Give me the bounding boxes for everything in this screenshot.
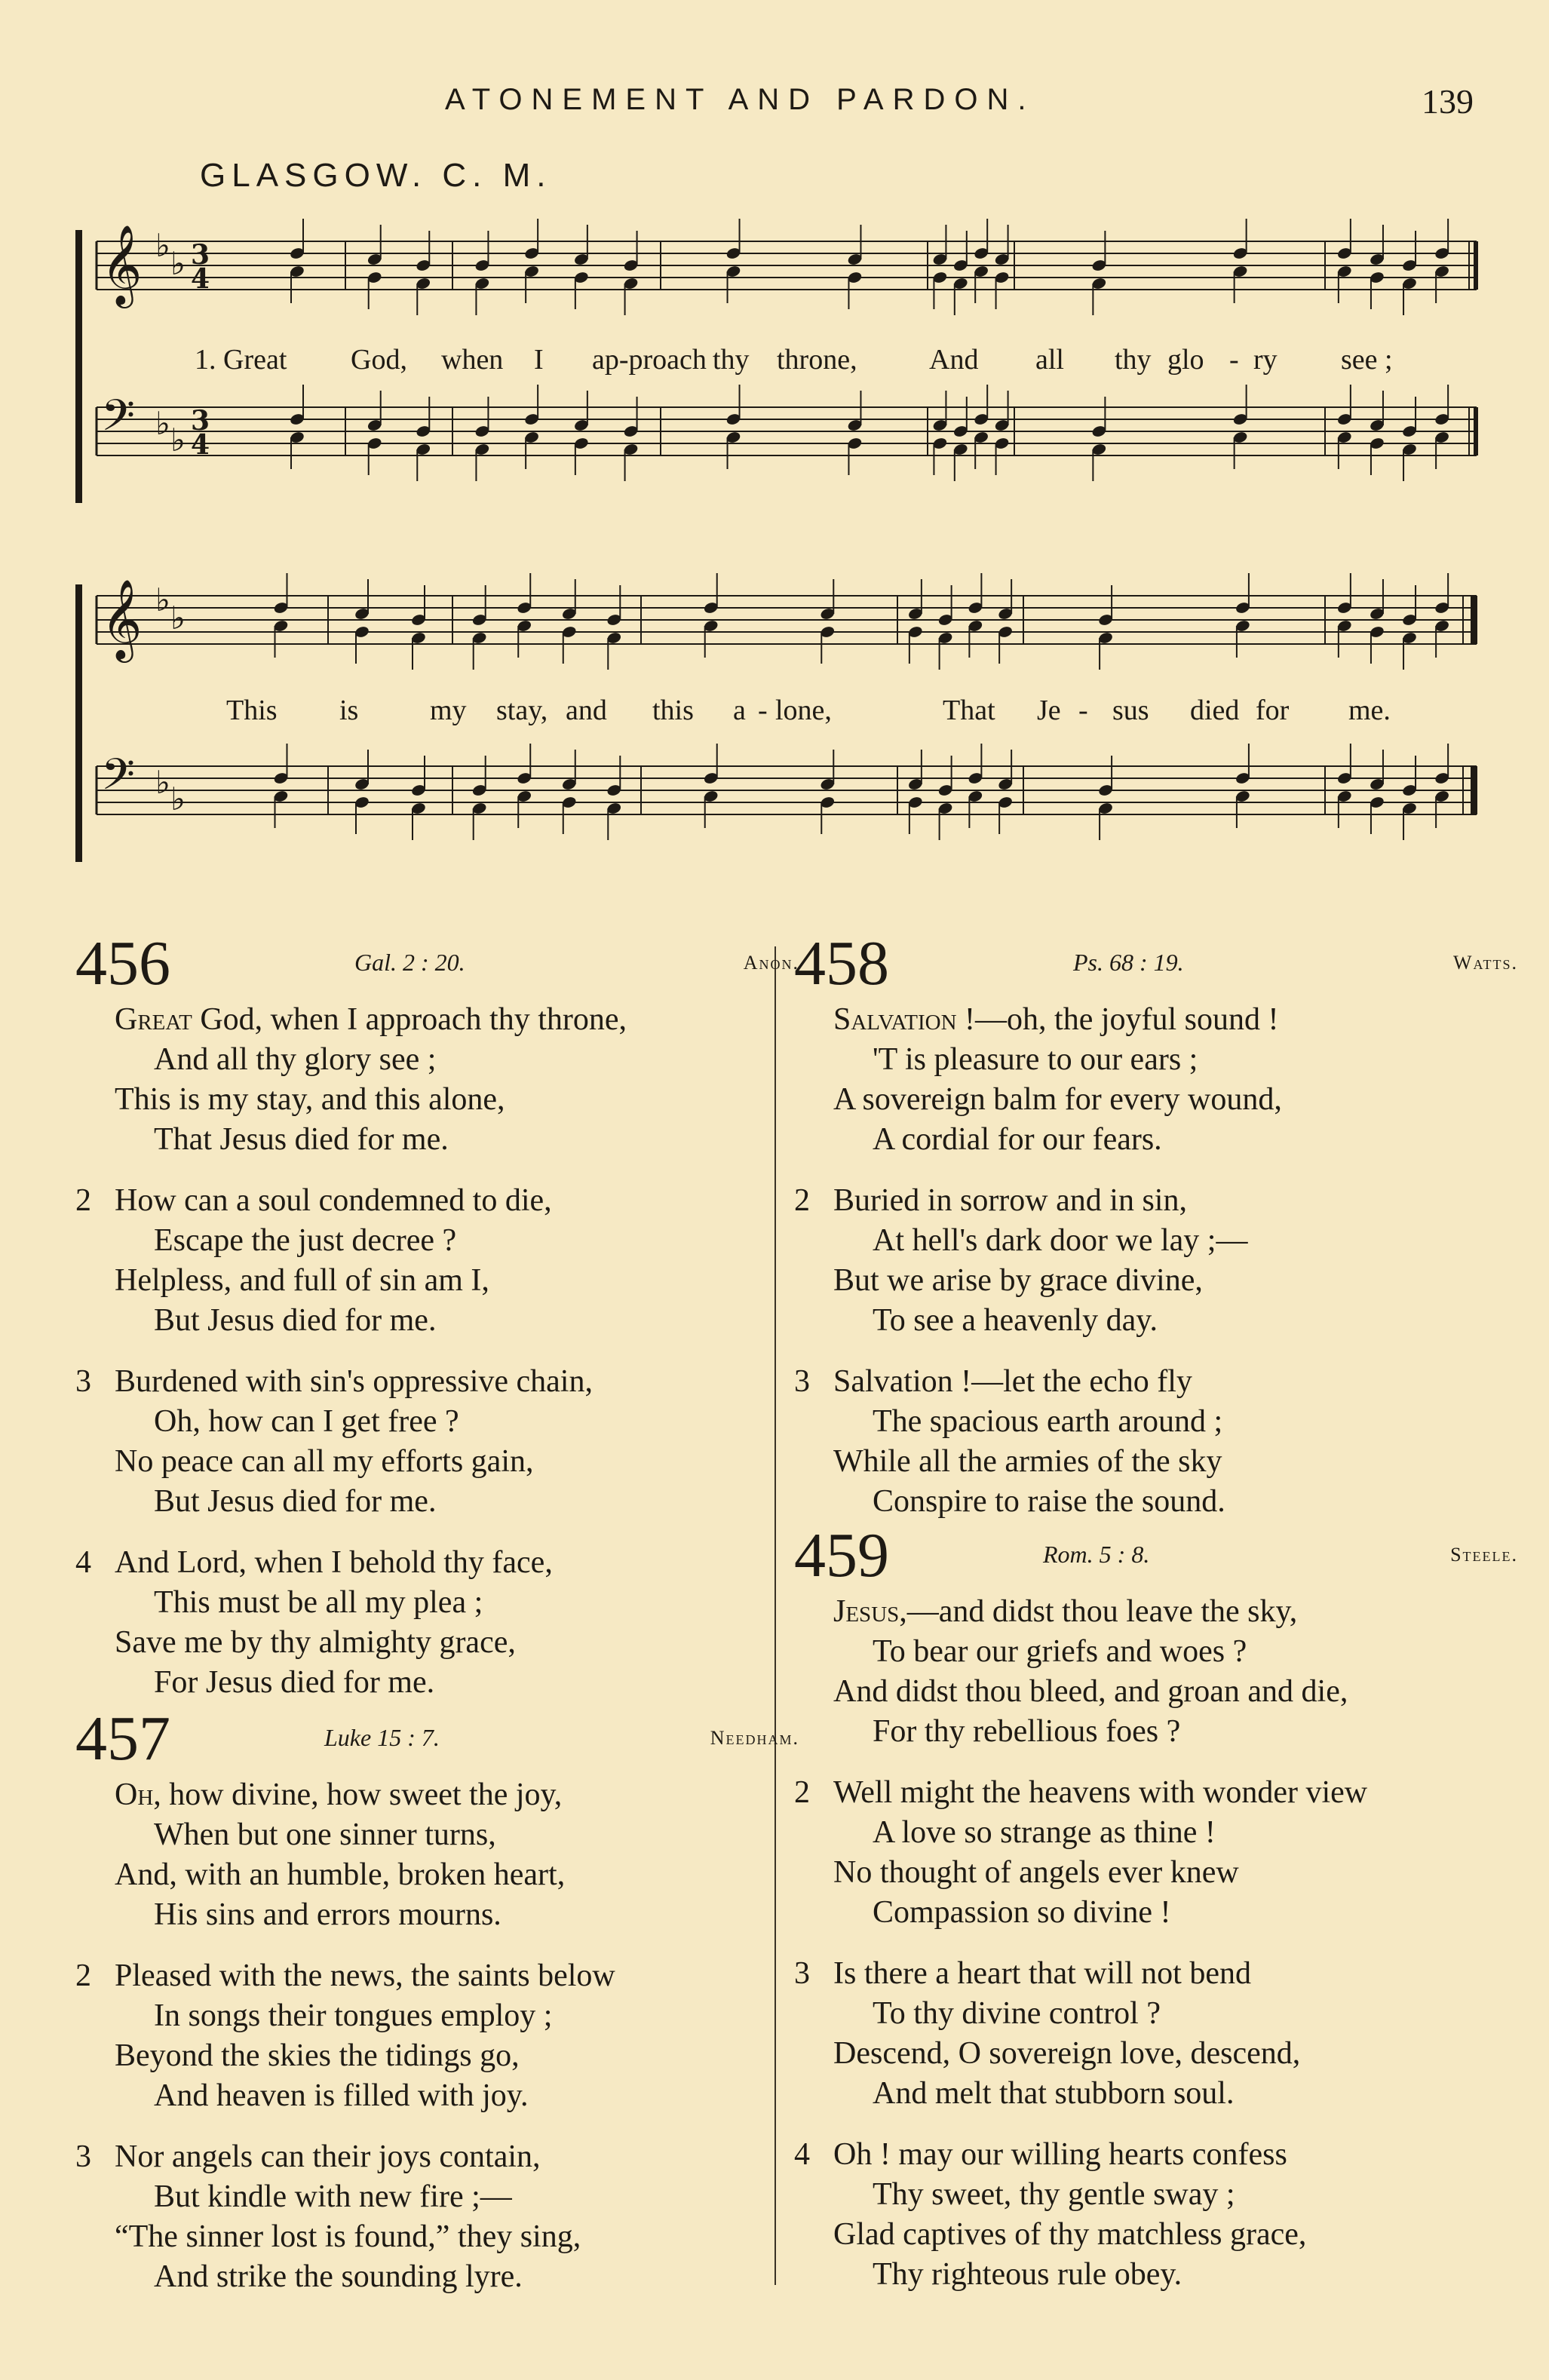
flat-sign: ♭ bbox=[155, 227, 170, 264]
hymn-457 bbox=[75, 1704, 799, 2318]
page-number: 139 bbox=[1422, 82, 1474, 121]
verse-text: Buried in sorrow and in sin, bbox=[833, 1183, 1187, 1218]
hymn-author: Steele. bbox=[1450, 1544, 1518, 1566]
hymn-header bbox=[794, 928, 1518, 1000]
stanza bbox=[75, 1543, 799, 1703]
verse-line bbox=[833, 1712, 1518, 1752]
verse-text: Escape the just decree ? bbox=[154, 1223, 457, 1258]
verse-lead-word: Salvation bbox=[833, 1002, 957, 1037]
lyric-word: all bbox=[1035, 344, 1064, 376]
verse-text: Burdened with sin's oppressive chain, bbox=[115, 1364, 593, 1399]
verse-line bbox=[115, 1663, 799, 1703]
lyric-word: And bbox=[929, 344, 979, 376]
time-signature-bottom: 4 bbox=[191, 263, 210, 295]
verse-text: !—oh, the joyful sound ! bbox=[956, 1002, 1279, 1037]
music-score bbox=[0, 0, 1549, 905]
verse-number: 3 bbox=[75, 1364, 91, 1399]
flat-sign: ♭ bbox=[155, 764, 170, 801]
lyric-word: lone, bbox=[775, 695, 832, 726]
verse-text: For thy rebellious foes ? bbox=[873, 1714, 1181, 1749]
verse-text: No peace can all my efforts gain, bbox=[115, 1444, 534, 1479]
verse-line bbox=[115, 2217, 799, 2257]
verse-line bbox=[833, 1040, 1518, 1080]
lyric-word: this bbox=[652, 695, 694, 726]
verse-text: Oh ! may our willing hearts confess bbox=[833, 2137, 1287, 2172]
time-signature-bottom: 4 bbox=[191, 429, 210, 461]
verse-line bbox=[115, 1080, 799, 1120]
verse-text: For Jesus died for me. bbox=[154, 1665, 435, 1700]
lyric-word: is bbox=[339, 695, 359, 726]
verse-text: Well might the heavens with wonder view bbox=[833, 1775, 1368, 1810]
verse-lead-word: Oh, bbox=[115, 1777, 161, 1812]
verse-text: No thought of angels ever knew bbox=[833, 1855, 1239, 1890]
verse-text: And heaven is filled with joy. bbox=[154, 2078, 529, 2113]
verse-line bbox=[833, 1120, 1518, 1160]
hymn-456 bbox=[75, 928, 799, 1724]
verse-line bbox=[115, 2177, 799, 2217]
verse-line bbox=[833, 1853, 1518, 1893]
stanza bbox=[833, 1000, 1518, 1160]
verse-text: And, with an humble, broken heart, bbox=[115, 1857, 566, 1892]
verse-line bbox=[115, 1583, 799, 1623]
verse-line bbox=[115, 1120, 799, 1160]
lyric-word: for bbox=[1256, 695, 1290, 726]
flat-sign: ♭ bbox=[170, 245, 186, 282]
verse-number: 2 bbox=[794, 1775, 810, 1810]
verse-text: Salvation !—let the echo fly bbox=[833, 1364, 1192, 1399]
lyric-word: my bbox=[430, 695, 467, 726]
verse-line bbox=[115, 1181, 799, 1221]
verse-line bbox=[833, 1672, 1518, 1712]
verse-text: Thy sweet, thy gentle sway ; bbox=[873, 2177, 1235, 2212]
stanza bbox=[75, 1181, 799, 1341]
hymn-header bbox=[75, 928, 799, 1000]
verse-text: A cordial for our fears. bbox=[873, 1122, 1162, 1157]
verse-number: 2 bbox=[75, 1183, 91, 1218]
verse-text: His sins and errors mourns. bbox=[154, 1897, 502, 1932]
verse-number: 3 bbox=[75, 2139, 91, 2174]
hymn-author: Anon. bbox=[743, 952, 799, 974]
verse-text: This is my stay, and this alone, bbox=[115, 1082, 505, 1117]
treble-clef: 𝄞 bbox=[101, 578, 143, 659]
verse-text: “The sinner lost is found,” they sing, bbox=[115, 2219, 581, 2254]
verse-line bbox=[833, 1994, 1518, 2034]
verse-line bbox=[833, 1773, 1518, 1813]
stanza bbox=[794, 1181, 1518, 1341]
lyric-word: Je bbox=[1037, 695, 1061, 726]
verse-line bbox=[115, 1775, 799, 1815]
stanza bbox=[75, 1956, 799, 2116]
verse-text: When but one sinner turns, bbox=[154, 1817, 496, 1852]
verse-text: To see a heavenly day. bbox=[873, 1303, 1158, 1338]
system-bracket bbox=[75, 230, 82, 503]
verse-line bbox=[833, 1301, 1518, 1341]
stanza bbox=[115, 1775, 799, 1935]
lyric-word: - bbox=[758, 695, 768, 726]
verse-text: But kindle with new fire ;— bbox=[154, 2179, 512, 2214]
end-bar-line bbox=[1474, 241, 1478, 290]
lyric-word: and bbox=[566, 695, 607, 726]
flat-sign: ♭ bbox=[170, 781, 186, 817]
verse-line bbox=[833, 2255, 1518, 2295]
lyric-word: I bbox=[534, 344, 544, 376]
hymn-number: 459 bbox=[794, 1520, 889, 1590]
lyric-word: 1. Great bbox=[195, 344, 287, 376]
verse-text: But Jesus died for me. bbox=[154, 1484, 437, 1519]
lyric-word: ry bbox=[1253, 344, 1278, 376]
verse-text: To bear our griefs and woes ? bbox=[873, 1634, 1247, 1669]
time-signature-top: 3 bbox=[191, 405, 210, 437]
verse-line bbox=[115, 1956, 799, 1996]
verse-number: 3 bbox=[794, 1364, 810, 1399]
verse-text: A love so strange as thine ! bbox=[873, 1815, 1216, 1850]
final-double-bar bbox=[1471, 596, 1477, 644]
hymn-header bbox=[75, 1704, 799, 1775]
time-signature-top: 3 bbox=[191, 239, 210, 271]
end-bar-line bbox=[1474, 407, 1478, 455]
verse-text: And didst thou bleed, and groan and die, bbox=[833, 1674, 1348, 1709]
verse-line bbox=[833, 1592, 1518, 1632]
lyric-word: thy bbox=[1115, 344, 1152, 376]
verse-text: Is there a heart that will not bend bbox=[833, 1956, 1251, 1991]
verse-text: To thy divine control ? bbox=[873, 1996, 1161, 2031]
verse-text: how divine, how sweet the joy, bbox=[161, 1777, 563, 1812]
verse-text: Helpless, and full of sin am I, bbox=[115, 1263, 489, 1298]
verse-line bbox=[115, 1221, 799, 1261]
verse-line bbox=[833, 2034, 1518, 2074]
lyric-word: stay, bbox=[496, 695, 548, 726]
verse-text: Descend, O sovereign love, descend, bbox=[833, 2036, 1301, 2071]
verse-text: Conspire to raise the sound. bbox=[873, 1484, 1225, 1519]
verse-number: 4 bbox=[75, 1545, 91, 1580]
verse-lead-word: Great bbox=[115, 1002, 192, 1037]
verse-number: 2 bbox=[794, 1183, 810, 1218]
lyric-word: when bbox=[441, 344, 504, 376]
lyric-word: me. bbox=[1348, 695, 1391, 726]
verse-line bbox=[833, 2074, 1518, 2114]
hymn-number: 458 bbox=[794, 928, 889, 998]
verse-line bbox=[115, 1040, 799, 1080]
verse-line bbox=[115, 1261, 799, 1301]
hymn-number: 456 bbox=[75, 928, 170, 998]
verse-text: The spacious earth around ; bbox=[873, 1404, 1223, 1439]
flat-sign: ♭ bbox=[155, 405, 170, 442]
lyric-word: - bbox=[1078, 695, 1088, 726]
verse-text: In songs their tongues employ ; bbox=[154, 1998, 553, 2033]
scripture-reference: Gal. 2 : 20. bbox=[354, 949, 465, 976]
verse-lead-word: Jesus, bbox=[833, 1594, 907, 1629]
scripture-reference: Ps. 68 : 19. bbox=[1073, 949, 1184, 976]
hymn-458 bbox=[794, 928, 1518, 1543]
hymn-author: Watts. bbox=[1452, 952, 1518, 974]
lyric-word: sus bbox=[1112, 695, 1149, 726]
verse-text: Oh, how can I get free ? bbox=[154, 1404, 459, 1439]
lyric-word: throne, bbox=[777, 344, 857, 376]
verse-text: Beyond the skies the tidings go, bbox=[115, 2038, 520, 2073]
verse-line bbox=[115, 1442, 799, 1482]
verse-text: And melt that stubborn soul. bbox=[873, 2076, 1235, 2111]
verse-line bbox=[115, 1996, 799, 2036]
verse-line bbox=[833, 2175, 1518, 2215]
verse-line bbox=[115, 1482, 799, 1522]
verse-number: 4 bbox=[794, 2137, 810, 2172]
verse-line bbox=[115, 1855, 799, 1895]
stanza bbox=[794, 1954, 1518, 2114]
verse-line bbox=[115, 1362, 799, 1402]
flat-sign: ♭ bbox=[155, 581, 170, 618]
verse-text: —and didst thou leave the sky, bbox=[906, 1594, 1298, 1629]
verse-line bbox=[833, 1632, 1518, 1672]
flat-sign: ♭ bbox=[170, 600, 186, 636]
verse-number: 2 bbox=[75, 1958, 91, 1993]
scripture-reference: Rom. 5 : 8. bbox=[1043, 1541, 1150, 1568]
verse-text: Pleased with the news, the saints below bbox=[115, 1958, 615, 1993]
verse-text: Glad captives of thy matchless grace, bbox=[833, 2217, 1307, 2252]
verse-line bbox=[833, 1080, 1518, 1120]
stanza bbox=[833, 1592, 1518, 1752]
verse-line bbox=[115, 2076, 799, 2116]
lyric-word: thy bbox=[713, 344, 750, 376]
hymn-header bbox=[794, 1520, 1518, 1592]
lyric-word: ap-proach bbox=[592, 344, 707, 376]
final-double-bar bbox=[1471, 766, 1477, 814]
verse-line bbox=[833, 1261, 1518, 1301]
verse-line bbox=[833, 1482, 1518, 1522]
verse-text: And all thy glory see ; bbox=[154, 1042, 437, 1077]
flat-sign: ♭ bbox=[170, 422, 186, 459]
verse-line bbox=[115, 1301, 799, 1341]
lyric-word: see ; bbox=[1341, 344, 1393, 376]
verse-text: But Jesus died for me. bbox=[154, 1303, 437, 1338]
lyric-word: a bbox=[733, 695, 746, 726]
verse-line bbox=[833, 1402, 1518, 1442]
lyric-word: died bbox=[1190, 695, 1240, 726]
stanza bbox=[75, 2137, 799, 2297]
verse-line bbox=[115, 1543, 799, 1583]
verse-line bbox=[833, 1442, 1518, 1482]
stanza bbox=[794, 2135, 1518, 2295]
verse-text: 'T is pleasure to our ears ; bbox=[873, 1042, 1198, 1077]
treble-clef: 𝄞 bbox=[101, 224, 143, 305]
verse-line bbox=[115, 2036, 799, 2076]
hymn-author: Needham. bbox=[710, 1727, 799, 1749]
verse-text: Save me by thy almighty grace, bbox=[115, 1625, 516, 1660]
stanza bbox=[794, 1362, 1518, 1522]
verse-text: But we arise by grace divine, bbox=[833, 1263, 1203, 1298]
verse-line bbox=[115, 1402, 799, 1442]
verse-line bbox=[833, 1813, 1518, 1853]
verse-line bbox=[833, 2135, 1518, 2175]
verse-line bbox=[833, 1000, 1518, 1040]
system-bracket bbox=[75, 584, 82, 862]
hymn-number: 457 bbox=[75, 1704, 170, 1774]
verse-line bbox=[115, 1815, 799, 1855]
verse-line bbox=[115, 2137, 799, 2177]
verse-text: That Jesus died for me. bbox=[154, 1122, 449, 1157]
verse-text: This must be all my plea ; bbox=[154, 1585, 483, 1620]
stanza bbox=[75, 1362, 799, 1522]
verse-line bbox=[115, 1000, 799, 1040]
stanza bbox=[115, 1000, 799, 1160]
stanza bbox=[794, 1773, 1518, 1933]
verse-text: Thy righteous rule obey. bbox=[873, 2257, 1182, 2292]
lyric-word: That bbox=[943, 695, 995, 726]
lyric-word: God, bbox=[351, 344, 407, 376]
verse-text: And Lord, when I behold thy face, bbox=[115, 1545, 553, 1580]
verse-number: 3 bbox=[794, 1956, 810, 1991]
lyric-word: This bbox=[226, 695, 278, 726]
verse-text: At hell's dark door we lay ;— bbox=[873, 1223, 1248, 1258]
verse-line bbox=[115, 1895, 799, 1935]
verse-text: Compassion so divine ! bbox=[873, 1895, 1171, 1930]
verse-line bbox=[115, 1623, 799, 1663]
verse-line bbox=[833, 1893, 1518, 1933]
verse-text: God, when I approach thy throne, bbox=[192, 1002, 627, 1037]
verse-text: And strike the sounding lyre. bbox=[154, 2259, 523, 2294]
verse-line bbox=[833, 2215, 1518, 2255]
verse-line bbox=[833, 1362, 1518, 1402]
bass-clef: 𝄢 bbox=[101, 749, 136, 811]
verse-text: A sovereign balm for every wound, bbox=[833, 1082, 1282, 1117]
verse-text: While all the armies of the sky bbox=[833, 1444, 1222, 1479]
verse-line bbox=[833, 1181, 1518, 1221]
verse-line bbox=[115, 2257, 799, 2297]
bass-clef: 𝄢 bbox=[101, 390, 136, 452]
scripture-reference: Luke 15 : 7. bbox=[324, 1724, 440, 1751]
hymn-459 bbox=[794, 1520, 1518, 2316]
running-head: ATONEMENT AND PARDON. bbox=[445, 83, 1035, 116]
tune-title: GLASGOW. C. M. bbox=[200, 157, 552, 194]
lyric-word: glo bbox=[1167, 344, 1204, 376]
lyric-word: - bbox=[1229, 344, 1239, 376]
verse-text: How can a soul condemned to die, bbox=[115, 1183, 552, 1218]
verse-line bbox=[833, 1221, 1518, 1261]
verse-text: Nor angels can their joys contain, bbox=[115, 2139, 541, 2174]
verse-line bbox=[833, 1954, 1518, 1994]
